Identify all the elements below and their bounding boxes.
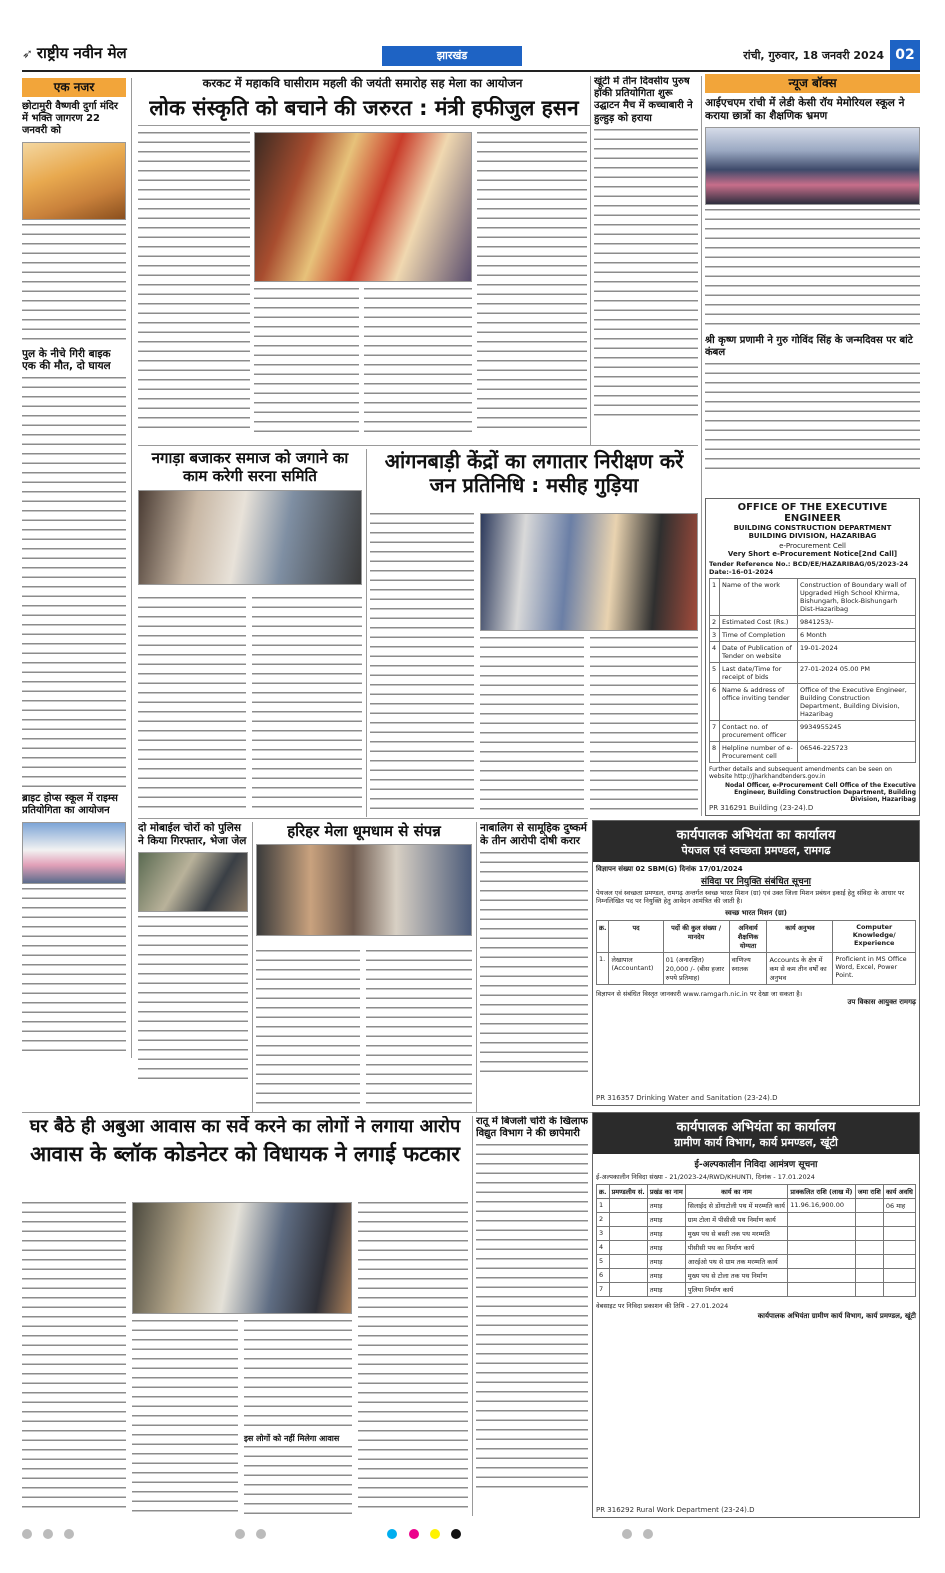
table-row	[710, 742, 916, 763]
table-cell: 8	[710, 742, 720, 763]
column-divider	[590, 76, 591, 446]
brand-name: राष्ट्रीय नवीन मेल	[36, 44, 127, 62]
masthead	[22, 40, 920, 72]
magenta-dot	[409, 1529, 419, 1539]
tender-title: OFFICE OF THE EXECUTIVE ENGINEER	[737, 502, 888, 524]
column-divider	[252, 822, 253, 1112]
table-header-cell: कार्य अवधि	[883, 1185, 915, 1199]
table-cell: 27-01-2024 05.00 PM	[798, 663, 916, 684]
school-photo	[22, 822, 126, 884]
table-cell	[609, 1213, 647, 1227]
table-cell: 06546-225723	[798, 742, 916, 763]
tender-ramgarh	[592, 820, 920, 1106]
section-label: झारखंड	[382, 46, 522, 66]
tender-sign: उप विकास आयुक्त रामगढ़	[847, 997, 916, 1006]
table-cell: 7	[710, 721, 720, 742]
table-cell: 2	[710, 616, 720, 629]
anganwadi-headline: आंगनबाड़ी केंद्रों का लगातार निरीक्षण करें जन प्रतिनिधि : मसीह गुड़िया	[384, 449, 684, 498]
table-cell	[855, 1199, 883, 1213]
tender-sign: कार्यपालक अभियंता ग्रामीण कार्य विभाग, कार्य प्रमण्डल, खूंटी	[757, 1312, 916, 1320]
tender-subtitle: पेयजल एवं स्वच्छता प्रमण्डल, रामगढ	[681, 844, 831, 857]
brand	[22, 43, 127, 63]
lead-story	[138, 96, 590, 441]
table-cell: Last date/Time for receipt of bids	[720, 663, 798, 684]
abua-story	[22, 1116, 468, 1516]
table-header-cell: कार्य का नाम	[685, 1185, 787, 1199]
tender-ref: विज्ञापन संख्या 02 SBM(G) दिनांक 17/01/2024	[596, 865, 743, 873]
column-divider	[472, 1116, 473, 1516]
table-cell: Name of the work	[720, 579, 798, 616]
news-box-header: न्यूज बॉक्स	[705, 74, 920, 93]
table-row	[710, 684, 916, 721]
table-row	[710, 663, 916, 684]
abua-body-col2	[132, 1320, 238, 1514]
table-cell	[855, 1213, 883, 1227]
black-dot	[451, 1529, 461, 1539]
column-divider	[366, 449, 367, 817]
story-body	[22, 224, 126, 342]
abua-body-col3b	[244, 1446, 352, 1514]
table-cell	[609, 1227, 647, 1241]
table-cell: 19-01-2024	[798, 642, 916, 663]
table-header-cell: क्र.	[597, 1185, 610, 1199]
bijli-story	[476, 1116, 588, 1516]
bird-logo-icon: ➶	[22, 47, 33, 62]
registration-dot	[256, 1529, 266, 1539]
table-cell: आरईओ पथ से ग्राम तक मरम्मति कार्य	[685, 1255, 787, 1269]
table-cell: 4	[710, 642, 720, 663]
bijli-body	[476, 1144, 588, 1492]
ek-nazar-header: एक नजर	[22, 78, 126, 97]
mobile-headline: दो मोबाईल चोरों को पुलिस ने किया गिरफ्तार, भेजा जेल	[138, 822, 247, 847]
table-row	[597, 1283, 916, 1297]
table-cell	[883, 1283, 915, 1297]
table-cell: सिलाईद से डोंगाटोली पथ में मरम्मति कार्य	[685, 1199, 787, 1213]
harihar-story	[256, 822, 472, 1107]
review-meeting-photo	[132, 1202, 352, 1314]
table-header-cell: Computer Knowledge/ Experience	[833, 920, 916, 952]
news-box	[705, 74, 920, 494]
meeting-photo	[138, 490, 362, 585]
table-header-cell: पद	[609, 920, 663, 952]
table-cell: तमाड़	[647, 1227, 685, 1241]
table-cell: मुख्य पथ से टोला तक पथ निर्माण	[685, 1269, 787, 1283]
tender-notice: संविदा पर नियुक्ति संबंधित सूचना	[700, 877, 812, 887]
abua-body-col4	[358, 1202, 468, 1514]
issue-date: रांची, गुरुवार, 18 जनवरी 2024	[743, 49, 884, 62]
mobile-story	[138, 822, 248, 1102]
bijli-headline: रातू में बिजली चोरी के खिलाफ विद्युत विभाग ने की छापेमारी	[476, 1116, 588, 1140]
table-cell: Estimated Cost (Rs.)	[720, 616, 798, 629]
table-row	[597, 1199, 916, 1213]
table-row	[710, 629, 916, 642]
news-box-body	[705, 209, 920, 329]
anganwadi-body-col3	[590, 637, 698, 813]
tender-dept: BUILDING CONSTRUCTION DEPARTMENT	[733, 524, 892, 532]
nabalig-body	[480, 852, 588, 1074]
lead-body-col4	[477, 132, 587, 432]
table-cell	[788, 1227, 855, 1241]
table-cell: Time of Completion	[720, 629, 798, 642]
cyan-dot	[387, 1529, 397, 1539]
table-cell: Contact no. of procurement officer	[720, 721, 798, 742]
tender-pr: PR 316291 Building (23-24).D	[709, 804, 814, 812]
table-cell: 5	[597, 1255, 610, 1269]
table-cell: Construction of Boundary wall of Upgraded High School Khirma, Bishungarh, Block-Bishungarh Dist-Hazaribag	[798, 579, 916, 616]
row-divider	[138, 445, 698, 446]
table-cell: Name & address of office inviting tender	[720, 684, 798, 721]
table-row	[710, 579, 916, 616]
hockey-story	[594, 76, 698, 446]
lead-body-col3	[364, 288, 472, 433]
table-cell: तमाड़	[647, 1241, 685, 1255]
table-cell	[788, 1255, 855, 1269]
nabalig-story	[480, 822, 588, 1107]
table-header-cell: पदों की कुल संख्या / मानदेय	[663, 920, 729, 952]
table-cell	[788, 1269, 855, 1283]
table-row	[710, 642, 916, 663]
news-box-title: श्री कृष्ण प्रणामी ने गुरु गोविंद सिंह के जन्मदिवस पर बांटे कंबल	[705, 334, 913, 358]
students-photo	[705, 127, 920, 205]
lead-body-col2	[254, 288, 359, 433]
ceremony-photo	[254, 132, 472, 282]
table-cell	[609, 1241, 647, 1255]
table-cell	[609, 1269, 647, 1283]
table-cell	[609, 1199, 647, 1213]
tender-title: कार्यपालक अभियंता का कार्यालय	[676, 828, 836, 843]
page-number: 02	[890, 40, 920, 70]
table-row	[597, 1241, 916, 1255]
table-cell: Office of the Executive Engineer, Building Construction Department, Building Division, Hazaribag	[798, 684, 916, 721]
abua-body-col3	[244, 1320, 352, 1430]
tender-table-title: स्वच्छ भारत मिशन (ग्रा)	[725, 908, 787, 917]
hockey-headline: खूंटी में तीन दिवसीय पुरुष हॉकी प्रतियोगिता शुरू उद्घाटन मैच में कच्चाबारी ने हुल्हुड़ को हराया	[594, 76, 693, 124]
table-cell: 1.	[597, 952, 609, 984]
table-cell: 3	[597, 1227, 610, 1241]
table-cell	[855, 1227, 883, 1241]
nagada-body-col1	[138, 597, 246, 812]
table-cell: पुलिया निर्माण कार्य	[685, 1283, 787, 1297]
table-cell: 4	[597, 1241, 610, 1255]
table-header-cell: अनिवार्य शैक्षणिक योग्यता	[729, 920, 767, 952]
table-cell	[788, 1213, 855, 1227]
nabalig-headline: नाबालिग से सामूहिक दुष्कर्म के तीन आरोपी दोषी करार	[480, 822, 587, 847]
table-row	[597, 1227, 916, 1241]
tender-sign: Nodal Officer, e-Procurement Cell Office of the Executive Engineer, Building Construction Department, Building Division, Hazaribag	[724, 782, 916, 803]
table-cell: 1	[710, 579, 720, 616]
table-cell: 9841253/-	[798, 616, 916, 629]
tender-table	[596, 920, 916, 985]
table-row	[597, 952, 916, 984]
table-cell	[855, 1241, 883, 1255]
anganwadi-story	[370, 449, 698, 814]
table-cell	[609, 1255, 647, 1269]
anganwadi-body-col2	[480, 637, 584, 813]
registration-dot	[622, 1529, 632, 1539]
anganwadi-body-col1	[370, 513, 474, 813]
top-banner: करकट में महाकवि घासीराम महली की जयंती समारोह सह मेला का आयोजन	[202, 76, 523, 90]
table-cell	[609, 1283, 647, 1297]
table-cell	[883, 1213, 915, 1227]
table-cell	[855, 1255, 883, 1269]
abua-headline-2: आवास के ब्लॉक कोडनेटर को विधायक ने लगाई फटकार	[30, 1141, 460, 1166]
tender-table	[596, 1184, 916, 1297]
table-cell: 01 (अनारक्षित) 20,000 /- (बीस हजार रुपये प्रतिमाह)	[663, 952, 729, 984]
lead-headline: लोक संस्कृति को बचाने की जरुरत : मंत्री हफीजुल हसन	[138, 96, 590, 126]
registration-dot	[64, 1529, 74, 1539]
temple-photo	[22, 142, 126, 220]
table-row	[597, 1269, 916, 1283]
registration-marks	[22, 1524, 920, 1536]
table-cell	[883, 1241, 915, 1255]
table-cell: Date of Publication of Tender on website	[720, 642, 798, 663]
table-cell	[855, 1283, 883, 1297]
story-body	[22, 377, 126, 787]
column-divider	[476, 822, 477, 1112]
workshop-photo	[480, 513, 698, 631]
table-cell: 7	[597, 1283, 610, 1297]
table-cell: 6	[710, 684, 720, 721]
table-cell: मुख्य पथ से बस्ती तक पथ मरम्मति	[685, 1227, 787, 1241]
tender-head	[593, 821, 919, 862]
table-cell: 5	[710, 663, 720, 684]
column-divider	[131, 78, 132, 1058]
tender-notice: Very Short e-Procurement Notice[2nd Call]	[727, 550, 898, 558]
abua-body-col1	[22, 1202, 126, 1514]
lead-body-col1	[138, 132, 250, 432]
tender-date: Date:-16-01-2024	[709, 568, 774, 576]
tender-pr: PR 316292 Rural Work Department (23-24).D	[596, 1506, 755, 1514]
abua-subhead: इस लोगों को नहीं मिलेगा आवास	[244, 1434, 340, 1443]
table-header-cell: प्राक्कलित राशि (लाख में)	[788, 1185, 855, 1199]
harihar-body-col1	[256, 950, 360, 1105]
story-title: पुल के नीचे गिरी बाइक एक की मौत, दो घायल	[22, 347, 111, 373]
table-cell	[883, 1255, 915, 1269]
table-row	[597, 1213, 916, 1227]
table-cell: पीसीसी पथ का निर्माण कार्य	[685, 1241, 787, 1255]
nagada-headline: नगाड़ा बजाकर समाज को जगाने का काम करेगी सरना समिति	[151, 449, 349, 486]
table-cell: 11.96.16,900.00	[788, 1199, 855, 1213]
yellow-dot	[430, 1529, 440, 1539]
tender-building-division	[705, 498, 920, 816]
table-row	[710, 616, 916, 629]
harihar-headline: हरिहर मेला धूमधाम से संपन्न	[287, 822, 441, 840]
tender-head	[593, 1113, 919, 1154]
harihar-body-col2	[366, 950, 472, 1105]
table-cell	[788, 1241, 855, 1255]
table-cell: वाणिज्य स्नातक	[729, 952, 767, 984]
table-cell: Accounts के क्षेत्र में कम से कम तीन वर्षों का अनुभव	[767, 952, 833, 984]
table-cell: तमाड़	[647, 1269, 685, 1283]
table-cell: ग्राम टोला में पीसीसी पथ निर्माण कार्य	[685, 1213, 787, 1227]
tender-division: BUILDING DIVISION, HAZARIBAG	[748, 532, 877, 540]
table-header-cell: क्र.	[597, 920, 609, 952]
table-cell: तमाड़	[647, 1213, 685, 1227]
tender-khunti	[592, 1112, 920, 1518]
registration-dot	[235, 1529, 245, 1539]
tender-footer: Further details and subsequent amendments can be seen on website http://jharkhandtenders.gov.in	[709, 766, 892, 780]
tender-cell: e-Procurement Cell	[779, 542, 846, 550]
ek-nazar-column	[22, 78, 126, 1058]
table-cell: लेखापाल (Accountant)	[609, 952, 663, 984]
table-header-cell: प्रखंड का नाम	[647, 1185, 685, 1199]
nagada-story	[138, 449, 362, 814]
hockey-body	[594, 129, 698, 419]
story-title: ब्राइट होप्स स्कूल में राइम्स प्रतियोगिता का आयोजन	[22, 793, 118, 817]
tender-pr: PR 316357 Drinking Water and Sanitation (23-24).D	[596, 1094, 778, 1102]
tender-subtitle: ग्रामीण कार्य विभाग, कार्य प्रमण्डल, खूंटी	[674, 1136, 838, 1149]
table-cell: तमाड़	[647, 1283, 685, 1297]
table-cell	[788, 1283, 855, 1297]
mobile-body	[138, 916, 248, 1086]
tender-title: कार्यपालक अभियंता का कार्यालय	[676, 1120, 836, 1135]
table-header-cell: प्रमण्डलीय सं.	[609, 1185, 647, 1199]
tender-intro: पेयजल एवं स्वच्छता प्रमण्डल, रामगढ़ अन्तर्गत स्वच्छ भारत मिशन (ग्रा) एवं उक्त जिला मिशन प्रबंधन इकाई हेतु संविदा के आधार पर निम्नलिखित पद पर नियुक्ति हेतु आवेदन आमंत्रित की जाती है।	[596, 889, 905, 906]
registration-dot	[22, 1529, 32, 1539]
table-cell: 06 माह	[883, 1199, 915, 1213]
table-header-cell: जमा राशि	[855, 1185, 883, 1199]
table-cell	[883, 1269, 915, 1283]
table-cell: तमाड़	[647, 1255, 685, 1269]
table-cell: 1	[597, 1199, 610, 1213]
tender-ref: Tender Reference No.: BCD/EE/HAZARIBAG/05/2023-24	[709, 560, 909, 568]
fair-photo	[256, 844, 472, 936]
news-box-title: आईएचएम रांची में लेडी केसी रॉय मेमोरियल स्कूल ने कराया छात्रों का शैक्षणिक भ्रमण	[705, 97, 905, 122]
arrest-photo	[138, 852, 248, 912]
table-cell: तमाड़	[647, 1199, 685, 1213]
tender-table	[709, 578, 916, 763]
registration-dot	[43, 1529, 53, 1539]
table-row	[710, 721, 916, 742]
table-cell: Helpline number of e-Procurement cell	[720, 742, 798, 763]
table-cell	[883, 1227, 915, 1241]
story-title: छोटामुरी वैष्णवी दुर्गा मंदिर में भक्ति जागरण 22 जनवरी को	[22, 101, 118, 137]
table-cell: 2	[597, 1213, 610, 1227]
nagada-body-col2	[252, 597, 362, 812]
registration-dot	[643, 1529, 653, 1539]
table-cell: 9934955245	[798, 721, 916, 742]
table-header-cell: कार्य अनुभव	[767, 920, 833, 952]
column-divider	[701, 76, 702, 816]
news-box-body	[705, 363, 920, 473]
abua-headline-1: घर बैठे ही अबुआ आवास का सर्वे करने का लोगों ने लगाया आरोप	[29, 1116, 461, 1137]
table-cell	[855, 1269, 883, 1283]
tender-footer: विज्ञापन से संबंधित विस्तृत जानकारी www.ramgarh.nic.in पर देखा जा सकता है।	[596, 989, 803, 998]
tender-footer: वेबसाइट पर निविदा प्रकाशन की तिथि - 27.01.2024	[596, 1302, 729, 1310]
table-row	[597, 1255, 916, 1269]
story-body	[22, 888, 126, 1058]
table-cell: 6	[597, 1269, 610, 1283]
tender-notice: ई-अल्पकालीन निविदा आमंत्रण सूचना	[694, 1160, 818, 1170]
table-cell: 3	[710, 629, 720, 642]
table-cell: 6 Month	[798, 629, 916, 642]
row-divider	[138, 818, 588, 819]
tender-ref: ई-अल्पकालीन निविदा संख्या - 21/2023-24/RWD/KHUNTI, दिनांक - 17.01.2024	[596, 1173, 815, 1181]
table-cell: Proficient in MS Office Word, Excel, Power Point.	[833, 952, 916, 984]
